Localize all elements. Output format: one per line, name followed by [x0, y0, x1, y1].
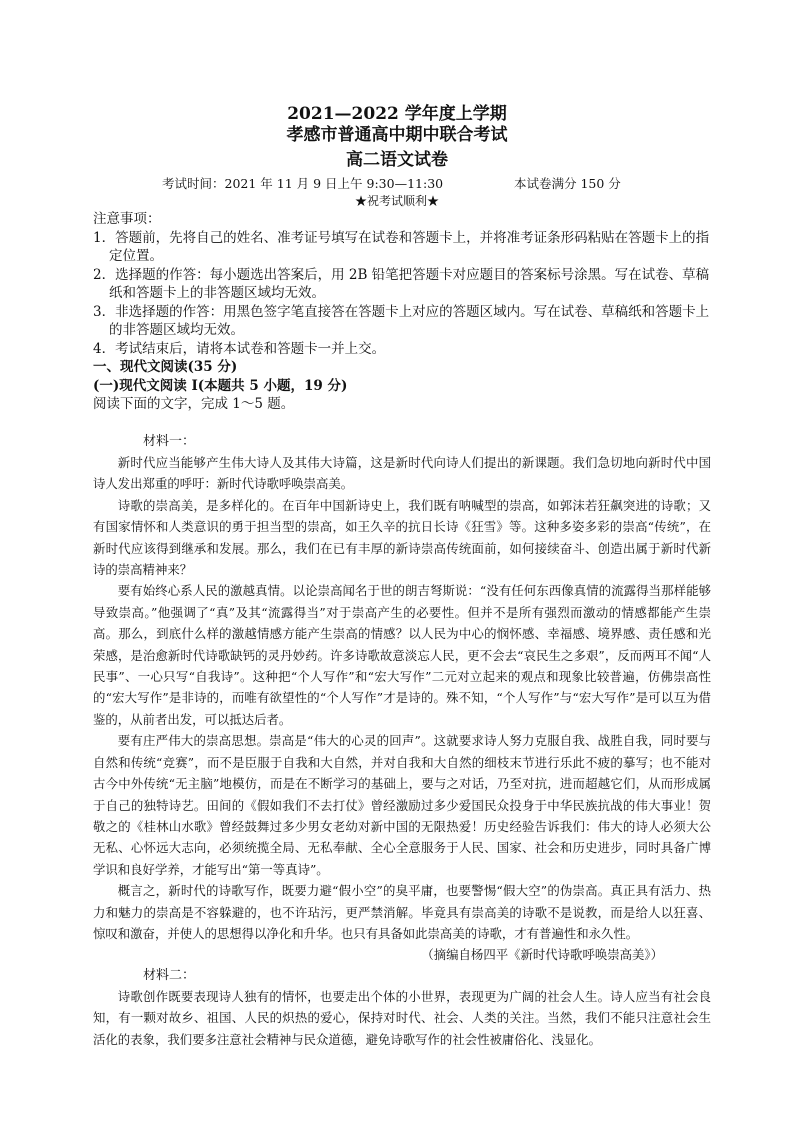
exam-time: 考试时间：2021 年 11 月 9 日上午 9:30—11:30 [162, 176, 444, 191]
full-score: 本试卷满分 150 分 [514, 176, 621, 191]
good-luck-line: ★祝考试顺利★ [354, 194, 439, 208]
note-item: 4．考试结束后，请将本试卷和答题卡一并上交。 [93, 340, 386, 357]
notes-heading: 注意事项： [93, 211, 161, 227]
material-label: 材料一： [143, 434, 196, 449]
passage-paragraph: 要有始终心系人民的激越真情。以论崇高闻名于世的朗吉弩斯说：“没有任何东西像真情的流露得当那样能够导致崇高。”他强调了“真”及其“流露得当”对于崇高产生的必要性。但并不是所有强烈而激动的情感都能产生崇高。那么，到底什么样的激越情感方能产生崇高的情感？以人民为中心的悯怀感、幸福感、境界感、责任感和光荣感，是治愈新时代诗歌缺钙的灵丹妙药。许多诗歌故意淡忘人民，更不会去“哀民生之多艰”，反而两耳不闻“人民事”、一心只写“自我诗”。这种把“个人写作”和“宏大写作”二元对立起来的观点和现象比较普遍，仿佛崇高性的“宏大写作”是非诗的，而唯有欲望性的“个人写作”才是诗的。殊不知，“个人写作”与“宏大写作”是可以互为借鉴的，从前者出发，可以抵达后者。 [93, 583, 711, 727]
exam-subject-title: 高二语文试卷 [346, 150, 448, 170]
reading-instruction: 阅读下面的文字，完成 1～5 题。 [93, 396, 295, 412]
subsection-heading: (一)现代文阅读 Ⅰ(本题共 5 小题，19 分) [93, 377, 348, 394]
note-item: 2．选择题的作答：每小题选出答案后，用 2B 铅笔把答题卡对应题目的答案标号涂黑。写在试卷、草稿纸和答题卡上的非答题区域均无效。 [93, 266, 710, 301]
exam-name-title: 孝感市普通高中期中联合考试 [286, 125, 508, 145]
reading-passage [93, 432, 711, 1050]
passage-paragraph: 要有庄严伟大的崇高思想。崇高是“伟大的心灵的回声”。这就要求诗人努力克服自我、战胜自我，同时要与自然和传统“竞赛”，而不是臣服于自我和大自然，并对自我和大自然的细枝末节进行乐此不疲的摹写；也不能对古今中外传统“无主脑”地模仿，而是在不断学习的基础上，要与之对话，乃至对抗，进而超越它们，从而形成属于自己的独特诗艺。田间的《假如我们不去打仗》曾经激励过多少爱国民众投身于中华民族抗战的伟大事业！贺敬之的《桂林山水歌》曾经鼓舞过多少男女老幼对新中国的无限热爱！历史经验告诉我们：伟大的诗人必须大公无私、心怀远大志向，必须统揽全局、无私奉献、全心全意服务于人民、国家、社会和历史进步，同时具备广博学识和良好学养，才能写出“第一等真诗”。 [93, 733, 711, 877]
passage-paragraph: 诗歌创作既要表现诗人独有的情怀，也要走出个体的小世界，表现更为广阔的社会人生。诗人应当有社会良知，有一颗对故乡、祖国、人民的炽热的爱心，保持对时代、社会、人类的关注。当然，我们不能只注意社会生活化的表象，我们要多注意社会精神与民众道德，避免诗歌写作的社会性被庸俗化、浅显化。 [93, 988, 711, 1047]
exam-year-title: 2021—2022 学年度上学期 [287, 104, 507, 124]
passage-paragraph: 新时代应当能够产生伟大诗人及其伟大诗篇，这是新时代向诗人们提出的新课题。我们急切地向新时代中国诗人发出郑重的呼吁：新时代诗歌呼唤崇高美。 [93, 455, 711, 492]
material-label: 材料二： [143, 967, 196, 983]
material-source: （摘编自杨四平《新时代诗歌呼唤崇高美》） [421, 947, 663, 963]
passage-paragraph: 概言之，新时代的诗歌写作，既要力避“假小空”的臭平庸，也要警惕“假大空”的伪崇高。真正具有活力、热力和魅力的崇高是不容躲避的，也不许玷污，更严禁消解。毕竟具有崇高美的诗歌不是说教，而是给人以狂喜、惊叹和激奋，并使人的思想得以净化和升华。也只有具备如此崇高美的诗歌，才有普遍性和永久性。 [93, 883, 711, 941]
note-item: 3．非选择题的作答：用黑色签字笔直接答在答题卡上对应的答题区域内。写在试卷、草稿纸和答题卡上的非答题区域均无效。 [93, 303, 710, 338]
section-heading: 一、现代文阅读(35 分) [93, 359, 238, 375]
exam-notes [93, 210, 713, 414]
passage-paragraph: 诗歌的崇高美，是多样化的。在百年中国新诗史上，我们既有呐喊型的崇高，如郭沫若狂飙突进的诗歌；又有国家情怀和人类意识的勇于担当型的崇高，如王久辛的抗日长诗《狂雪》等。这种多姿多彩的崇高“传统”，在新时代应该得到继承和发展。那么，我们在已有丰厚的新诗崇高传统面前，如何接续奋斗、创造出属于新时代新诗的崇高精神来？ [93, 497, 711, 578]
note-item: 1．答题前，先将自己的姓名、准考证号填写在试卷和答题卡上，并将准考证条形码粘贴在答题卡上的指定位置。 [93, 229, 710, 264]
